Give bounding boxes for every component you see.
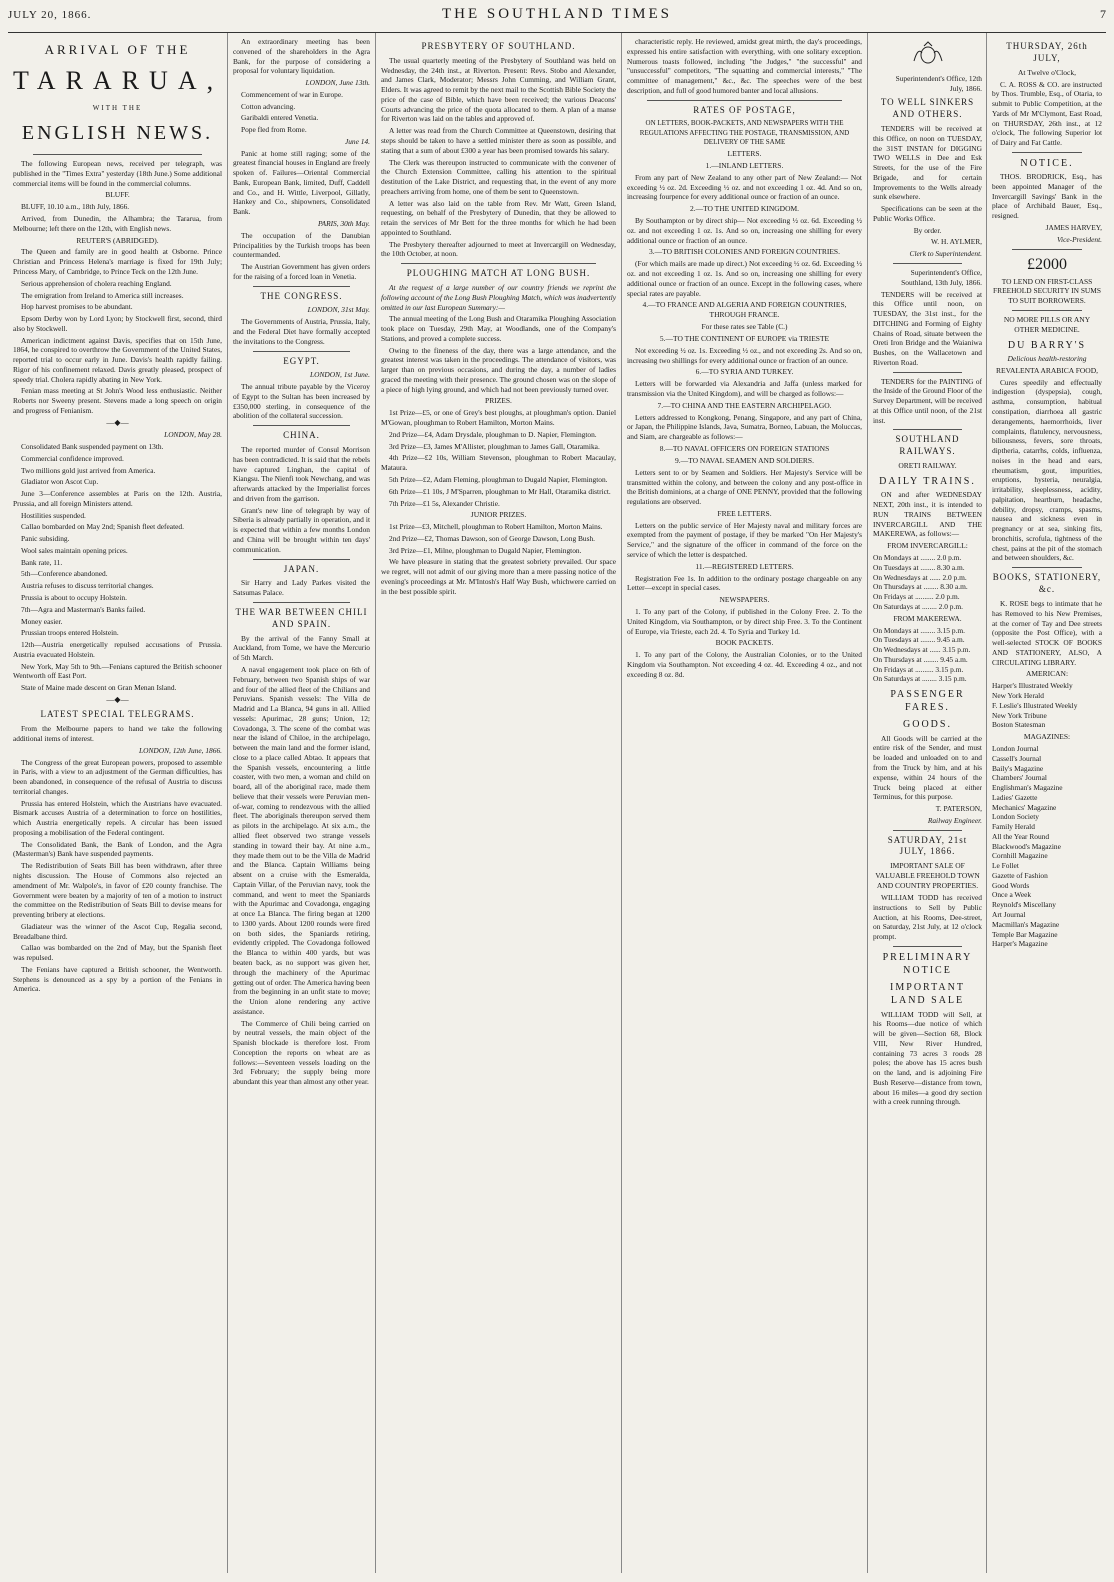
paragraph: K. ROSE begs to intimate that he has Removed to his New Premises, at the corner of Tay and Dee streets (opposite the Post Office), with a well-selected STOCK OF BOOKS AND STATIONERY, ALSO, A CIRCULATING LIBRARY. — [992, 599, 1102, 667]
column-1 — [8, 33, 228, 1573]
paragraph: State of Maine made descent on Gran Menan Island. — [21, 683, 177, 693]
subheading: 3.—TO BRITISH COLONIES AND FOREIGN COUNTRIES. — [649, 247, 840, 257]
timetable-row: On Fridays at .......... 2.0 p.m. — [873, 592, 960, 602]
paragraph: BLUFF, 10.10 a.m., 18th July, 1866. — [21, 202, 130, 212]
signature: W. H. AYLMER, — [931, 237, 982, 247]
heading-preliminary: PRELIMINARY NOTICE — [882, 951, 973, 976]
heading-japan: JAPAN. — [283, 563, 320, 574]
timetable-row: On Wednesdays at ...... 2.0 p.m. — [873, 572, 967, 582]
divider — [893, 263, 962, 264]
subheading: 11.—REGISTERED LETTERS. — [695, 561, 794, 571]
list-item: Englishman's Magazine — [992, 783, 1063, 793]
column-2 — [228, 33, 376, 1573]
heading-saturday: SATURDAY, 21st JULY, 1866. — [887, 834, 968, 857]
prize-item: 3rd Prize—£3, James M'Allister, ploughman to James Gall, Otaramika. — [389, 441, 600, 451]
heading-fares: PASSENGER FARES. — [890, 689, 965, 714]
paragraph: The annual meeting of the Long Bush and Otaramika Ploughing Association took place on Tuesday, 29th May, at Woodlands, one of the Company's Stations, and proved a complete success. — [381, 314, 616, 343]
subheading: REVALENTA ARABICA FOOD, — [996, 365, 1098, 375]
dateline: LONDON, 12th June, 1866. — [139, 745, 222, 755]
ornament-divider: —◆— — [106, 694, 129, 704]
heading-dubarry: DU BARRY'S — [1007, 339, 1087, 351]
list-item: Reynold's Miscellany — [992, 900, 1056, 910]
heading-china: CHINA. — [283, 430, 320, 441]
subheading: 1.—INLAND LETTERS. — [705, 161, 784, 171]
timetable-invercargill — [873, 553, 982, 612]
paragraph: Prussia has entered Holstein, which the Austrians have evacuated. Bismark accuses Austria of a determination to force on hostilities, which Austria energetically repels. A circular has been issued proposing a mobilisation of the Federal contingent. — [13, 798, 222, 837]
signature: T. PATERSON, — [935, 804, 982, 814]
paragraph: The Commerce of Chili being carried on by neutral vessels, the main object of the Spanish blockade is therefore lost. From Conception the reports on wheat are as follows:—Seventeen vessels loading on the 3rd February; the supply being more abundant this year than almost any other year. — [233, 1018, 370, 1087]
paragraph: Two millions gold just arrived from America. — [21, 465, 156, 475]
timetable-row: On Saturdays at ........ 3.15 p.m. — [873, 674, 967, 684]
subheading: ORETI RAILWAY. — [898, 461, 957, 471]
paragraph: (For which mails are made up direct.) Not exceeding ½ oz. 6d. Exceeding ½ oz. and not exceeding 1 oz. 1s. And so on, increasing one shilling for every additional ounce or fraction of an ounce. Except in the following cases, where special rates are payable. — [627, 259, 862, 298]
heading-postage: RATES OF POSTAGE, — [693, 104, 796, 115]
subheading: Delicious health-restoring — [1007, 353, 1087, 363]
heading-land-sale: IMPORTANT LAND SALE — [890, 982, 965, 1007]
subheading: 4.—TO FRANCE AND ALGERIA AND FOREIGN COUNTRIES, THROUGH FRANCE. — [642, 300, 847, 320]
paragraph: The Presbytery thereafter adjourned to meet at Invercargill on Wednesday, the 10th October, at noon. — [381, 239, 616, 259]
timetable-row: On Wednesdays at ...... 3.15 p.m. — [873, 645, 971, 655]
paragraph: By the arrival of the Fanny Small at Auckland, from Tome, we have the Mercurio of 5th March. — [233, 633, 370, 663]
paragraph: The reported murder of Consul Morrison has been contradicted. It is said that the rebels have captured Linghan, the capital of Kiangsu. The Nienfi took Newchang, and was afterwards attacked by the Imperialist forces and driven from the garrison. — [233, 445, 370, 503]
heading-latest: LATEST SPECIAL TELEGRAMS. — [40, 709, 195, 720]
list-item: Harper's Illustrated Weekly — [992, 681, 1073, 691]
timetable-makerewa — [873, 626, 982, 685]
lend-amount: £2000 — [1027, 255, 1067, 273]
list-item: Cassell's Journal — [992, 753, 1042, 763]
prize-item: 7th Prize—£1 5s, Alexander Christie. — [389, 498, 500, 508]
paragraph: Letters will be forwarded via Alexandria and Jaffa (unless marked for transmission via the United Kingdom), and will be charged as follows:— — [627, 379, 862, 399]
list-item: Good Words — [992, 880, 1030, 890]
paragraph: For these rates see Table (C.) — [701, 322, 788, 332]
subheading: FROM INVERCARGILL: — [887, 541, 968, 551]
subheading: REUTER'S (ABRIDGED). — [76, 235, 159, 245]
list-item: Cornhill Magazine — [992, 851, 1048, 861]
divider — [893, 372, 962, 373]
paragraph: The usual quarterly meeting of the Presbytery of Southland was held on Wednesday, the 24th inst., at Riverton. Present: Revs. Stobo and Alexander, and James Clark, Moderator; Messrs John Cumming, and William Grant, Elders. It was agreed to remit by the next mail to the Scottish Bible Society the price of the case of Bible, which have been received; the various Deacons' Courts advancing the price of the quota allocated to them. A plan of a manse for Riverton was laid on the tables and approved of. — [381, 55, 616, 124]
paragraph: Letters addressed to Kongkong, Penang, Singapore, and any part of China, or Japan, the Philippine Islands, Java, Sumatra, Borneo, Labuan, the Moluccas, and Siam, are chargeable as follows:— — [627, 412, 862, 442]
paragraph: 7th—Agra and Masterman's Banks failed. — [21, 604, 146, 614]
subheading: ON LETTERS, BOOK-PACKETS, AND NEWSPAPERS WITH THE REGULATIONS AFFECTING THE POSTAGE, TRANSMISSION, AND DELIVERY OF THE SAME — [639, 119, 850, 146]
list-item: Baily's Magazine — [992, 763, 1044, 773]
paragraph: A letter was also laid on the table from Rev. Mr Watt, Green Island, requesting, on behalf of the Presbytery of Dunedin, that they be allowed to retain the services of Mr Bett for the three months for which he had been appointed to Southland. — [381, 198, 616, 237]
paragraph: Arrived, from Dunedin, the Alhambra; the Tararua, from Melbourne; left there on the 12th, with English news. — [13, 214, 222, 233]
paragraph: Fenian mass meeting at St John's Wood less enthusiastic. Neither Roberts nor Sweeny present. Stevens made a long speech on origin and progress of Fenianism. — [13, 386, 222, 415]
subheading: NEWSPAPERS. — [719, 595, 770, 605]
subheading: FREE LETTERS. — [717, 508, 772, 518]
divider — [33, 154, 202, 155]
paragraph: Sir Harry and Lady Parkes visited the Satsumas Palace. — [233, 578, 370, 598]
paragraph: Owing to the fineness of the day, there was a large attendance, and the greatest interest was taken in the proceedings. The attendance of visitors, was larger than on previous occasions, and during the day, a number of ladies graced the meeting with their presence. The ground chosen was on the slope of a piece of high lying ground, and which had not been previously turned over. — [381, 345, 616, 394]
heading-congress: THE CONGRESS. — [260, 290, 343, 301]
by-order: By order. — [913, 225, 942, 235]
timetable-row: On Fridays at .......... 3.15 p.m. — [873, 664, 964, 674]
paragraph: The Fenians have captured a British schooner, the Wentworth. Stephens is denounced as a spy by a portion of the Fenians in America. — [13, 964, 222, 994]
paragraph: Serious apprehension of cholera reaching England. — [21, 278, 172, 288]
paragraph: Garibaldi entered Venetia. — [241, 113, 319, 123]
paragraph: Not exceeding ½ oz. 1s. Exceeding ½ oz., and not exceeding 2s. And so on, increasing two shillings for every additional ounce or fraction of an ounce. — [627, 345, 862, 365]
paragraph: By Southampton or by direct ship— Not exceeding ½ oz. 6d. Exceeding ½ oz. and not exceeding 1 oz. 1s. And so on, increasing one shilling for every additional ounce or fraction of an ounce. — [627, 216, 862, 245]
signature: JAMES HARVEY, — [1045, 223, 1102, 233]
paragraph: From any part of New Zealand to any other part of New Zealand:— Not exceeding ½ oz. 2d. Exceeding ½ oz. and not exceeding 1 oz. 4d. And so on, increasing fourpence for every additional ounce or fraction of an ounce. — [627, 172, 862, 202]
divider — [253, 425, 350, 426]
column-5a — [868, 33, 987, 1573]
list-item: Mechanics' Magazine — [992, 802, 1057, 812]
paragraph: The occupation of the Danubian Principalities by the Turkish troops has been countermanded. — [233, 230, 370, 260]
office-line: Superintendent's Office, Southland, 13th July, 1866. — [901, 268, 982, 287]
prize-item: 1st Prize—£5, or one of Grey's best ploughs, at ploughman's option. Daniel M'Gowan, ploughman to Robert Hamilton, Morton Mains. — [381, 408, 616, 428]
paragraph: Prussia is about to occupy Holstein. — [21, 592, 127, 602]
paragraph: All Goods will be carried at the entire risk of the Sender, and must be loaded and unloaded on to and from the Truck by him, and at his expense, within 24 hours of the Truck being placed at either Terminus, for this purpose. — [873, 733, 982, 802]
prize-item: 2nd Prize—£4, Adam Drysdale, ploughman to D. Napier, Flemington. — [389, 429, 597, 439]
heading-with: WITH THE — [92, 104, 143, 113]
list-item: F. Leslie's Illustrated Weekly — [992, 700, 1078, 710]
paragraph: The annual tribute payable by the Viceroy of Egypt to the Sultan has been increased by £350,000 sterling, in consequence of the abolition of the collateral succession. — [233, 382, 370, 421]
timetable-row: On Saturdays at ........ 2.0 p.m. — [873, 601, 963, 611]
subheading: 6.—TO SYRIA AND TURKEY. — [695, 367, 794, 377]
list-item: All the Year Round — [992, 831, 1050, 841]
paragraph: Cotton advancing. — [241, 101, 296, 111]
columns — [8, 33, 1106, 1573]
divider — [647, 100, 842, 101]
paragraph: A naval engagement took place on 6th of February, between two Spanish ships of war and four of the allied fleet of the Chilians and Peruvians. Spanish vessels: The Villa de Madrid and La Blanca, 94 guns in all. Allied vessels: Apurimac, 28 guns; Union, 12; Covadonga, 3. The scene of the combat was near the island of Chiloe, in the archipelago, between the main land and the former island, close to a place called Abtao. It appears that the Spanish vessels, encountering a little coaster, with two men, a woman and child on board, all of the aboriginal race, made them believe that their vessels were Peruvian men-of-war, coming to rendezvous with the allied fleet. The aboriginals thereupon served them as pilots in the archipelago. At six a.m., the allied fleet observed two strange vessels standing in toward their bay. At nine a.m., they made them out to be the Villa de Madrid and the Blanca. Captain Williams being absent on a cruise with the Esmeralda, Captain Villar, of the Peruvian navy, took the command, and went to meet the Spaniards with the Apurimac and Covadonga, engaging at once La Blanca. The firing began at 1200 to 1300 yards. About 1200 rounds were fired on both sides, the Spaniards retiring, evidently crippled. The Covadonga followed the Blanca to within 400 yards, but was beaten back, as no support was given her, through the machinery of the Apurimac getting out of order. The America having been from the beginning in an unfit state to move; the Union alone rendering any active assistance. — [233, 665, 370, 1016]
paragraph: 1. To any part of the Colony, the Australian Colonies, or to the United Kingdom via Southampton. Not exceeding 4 oz. 4d. Exceeding 4 oz., and not exceeding 8 oz. 8d. — [627, 650, 862, 679]
paragraph: Callao bombarded on May 2nd; Spanish fleet defeated. — [21, 522, 184, 532]
prize-item: 3rd Prize—£1, Milne, ploughman to Dugald Napier, Flemington. — [389, 545, 582, 555]
list-item: Boston Statesman — [992, 720, 1046, 730]
page-number: 7 — [1100, 7, 1106, 21]
heading-arrival: ARRIVAL OF THE — [44, 42, 191, 57]
paragraph: The following European news, received per telegraph, was published in the "Times Extra" yesterday (18th June.) Some additional commercial items will be found in the commercial columns. — [13, 159, 222, 188]
divider — [893, 946, 962, 947]
signature-title: Vice-President. — [1057, 234, 1102, 244]
list-item: Blackwood's Magazine — [992, 841, 1061, 851]
paragraph: THOS. BRODRICK, Esq., has been appointed Manager of the Invercargill Savings' Bank in the place of Archibald Bauer, Esq., resigned. — [992, 172, 1102, 221]
list-item: Gazette of Fashion — [992, 870, 1048, 880]
paragraph: Prussian troops entered Holstein. — [21, 628, 119, 638]
paragraph: Commencement of war in Europe. — [241, 89, 344, 99]
divider — [1012, 310, 1082, 311]
paragraph: C. A. ROSS & CO. are instructed by Thos. Trumble, Esq., of Otaria, to submit to Public Competition, at the Yards of Mr M'Clymont, East Road, on THURSDAY, 26th inst., at 12 o'clock, The following Superior lot of Dairy and Fat Cattle. — [992, 79, 1102, 148]
paragraph: TENDERS will be received at this Office, on noon on TUESDAY, the 31ST INSTAN for DIGGING TWO WELLS in Dee and Esk Streets, for the use of the Fire Brigade, and for certain Improvements to the Wells already sunk elsewhere. — [873, 124, 982, 202]
list-item: Temple Bar Magazine — [992, 929, 1058, 939]
heading-tararua: TARARUA, — [13, 66, 224, 96]
heading-egypt: EGYPT. — [283, 355, 320, 366]
divider — [253, 286, 350, 287]
heading-notice: NOTICE. — [1020, 158, 1074, 169]
divider — [893, 429, 962, 430]
timetable-row: On Thursdays at ........ 8.30 a.m. — [873, 582, 968, 592]
subheading: At Twelve o'Clock, — [1018, 67, 1076, 77]
paragraph: Wool sales maintain opening prices. — [21, 545, 128, 555]
list-item: Once a Week — [992, 890, 1032, 900]
paragraph: American indictment against Davis, specifies that on 15th June, 1864, he conspired to overthrow the Government of the United States, reported trial to occur early in June. Davis's health rapidly failing. Rigor of his confinement relaxed. Davis greatly pleased, prospect of speedy trial. Cholera rapidly abating in New York. — [13, 335, 222, 384]
prize-item: 5th Prize—£2, Adam Fleming, ploughman to Dugald Napier, Flemington. — [389, 474, 608, 484]
signature-title: Railway Engineer. — [927, 815, 982, 825]
heading-war: THE WAR BETWEEN CHILI AND SPAIN. — [235, 606, 368, 629]
paragraph: 1. To any part of the Colony, if published in the Colony Free. 2. To the United Kingdom, via Southampton, or by direct ship Free. 3. To the Continent of Europe, via Trieste, each 2d. 4. To Syria and Turkey 1d. — [627, 607, 862, 636]
column-4 — [622, 33, 868, 1573]
prize-item: 4th Prize—£2 10s, William Stevenson, ploughman to Robert Macaulay, Mataura. — [381, 453, 616, 473]
list-item: Chambers' Journal — [992, 773, 1047, 783]
list-item: Le Follet — [992, 861, 1019, 871]
paragraph: The Queen and family are in good health at Osborne. Prince Christian and Princess Helena's marriage is fixed for 19th July; Princess Mary, of Cambridge, to Prince Teck on the 12th June. — [13, 247, 222, 276]
paragraph: TO LEND ON FIRST-CLASS FREEHOLD SECURITY IN SUMS TO SUIT BORROWERS. — [993, 276, 1101, 306]
list-item: Macmillan's Magazine — [992, 919, 1060, 929]
prize-item: 2nd Prize—£2, Thomas Dawson, son of George Dawson, Long Bush. — [389, 533, 596, 543]
paragraph: Money easier. — [21, 616, 63, 626]
paragraph: TENDERS for the PAINTING of the Inside of the Ground Floor of the Survey Department, will be received at this Office until noon, of the 21st inst. — [873, 376, 982, 425]
dateline: LONDON, May 28. — [164, 430, 222, 440]
list-item: Ladies' Gazette — [992, 792, 1038, 802]
dateline: PARIS, 30th May. — [318, 219, 370, 229]
dateline: June 14. — [344, 136, 370, 146]
royal-crest-icon — [873, 41, 982, 70]
paragraph: Gladiator won Ascot Cup. — [21, 477, 99, 487]
subheading: PRIZES. — [485, 396, 512, 406]
column-5b — [987, 33, 1106, 1573]
paragraph: ON and after WEDNESDAY NEXT, 20th inst., it is intended to RUN TRAINS BETWEEN INVERCARGILL AND THE MAKEREWA, as follows:— — [873, 490, 982, 539]
dateline: LONDON, June 13th. — [305, 78, 370, 88]
heading-goods: GOODS. — [903, 719, 952, 731]
subheading: BOOK PACKETS. — [715, 638, 774, 648]
timetable-row: On Tuesdays at ........ 8.30 a.m. — [873, 562, 965, 572]
paragraph: 12th—Austria energetically repulsed accusations of Prussia. Austria evacuated Holstein. — [13, 640, 222, 659]
list-item: Art Journal — [992, 909, 1026, 919]
divider — [1012, 567, 1082, 568]
heading-thursday: THURSDAY, 26th JULY, — [1006, 41, 1088, 63]
dateline: LONDON, 1st June. — [310, 370, 370, 380]
paragraph: characteristic reply. He reviewed, amidst great mirth, the day's proceedings, expressed his entire satisfaction with everything, with one solitary exception. Numerous toasts followed, including "the Judges," "the successful" and "unsuccessful" competitors, "The squatting and commercial interests," "The committee of management," &c., &c. The speeches were of the best description, and full of good humored banter and local allusions. — [627, 37, 862, 95]
paragraph: Panic at home still raging; some of the greatest financial houses in England are freely spoken of. Failures—Oriental Commercial Bank, European Bank, limited, Duff, Caddell and Co., and H. Wittle, Liverpool, Gillatly, Hankey and Co., shipowners, Consolidated Bank. — [233, 148, 370, 217]
subheading: BLUFF. — [105, 190, 130, 200]
paragraph: The Austrian Government has given orders for the raising of a forced loan in Venetia. — [233, 262, 370, 281]
paragraph: Hop harvest promises to be abundant. — [21, 302, 133, 312]
paragraph: Pope fled from Rome. — [241, 125, 307, 135]
list-item: Family Herald — [992, 822, 1035, 832]
heading-railways: SOUTHLAND RAILWAYS. — [895, 434, 960, 457]
heading-books: BOOKS, STATIONERY, &c. — [992, 572, 1102, 595]
divider — [401, 263, 596, 264]
issue-date: JULY 20, 1866. — [8, 9, 92, 21]
subheading: MAGAZINES: — [1023, 732, 1071, 742]
timetable-row: On Mondays at ........ 3.15 p.m. — [873, 625, 965, 635]
subheading: IMPORTANT SALE OF VALUABLE FREEHOLD TOWN AND COUNTRY PROPERTIES. — [875, 861, 980, 891]
paragraph: Letters sent to or by Seamen and Soldiers. Her Majesty's Service will be transmitted within the colony, and between the colony and any post-office in the British dominions, at a charge of ONE PENNY, provided that the following regulations are observed. — [627, 467, 862, 507]
dateline: LONDON, 31st May. — [307, 305, 370, 315]
paragraph: WILLIAM TODD will Sell, at his Rooms—due notice of which will be given—Section 68, Block VIII, New River Hundred, containing 73 acres 3 roods 28 poles; the above has 15 acres bush on the land, and is adjoining Fire Bush Reserve—distance from town, about 16 miles—a good dry section with a creek running through. — [873, 1009, 982, 1107]
subheading: JUNIOR PRIZES. — [470, 510, 527, 520]
list-item: New York Herald — [992, 691, 1044, 701]
paragraph: The Governments of Austria, Prussia, Italy, and the Federal Diet have formally accepted the invitations to the Congress. — [233, 317, 370, 346]
paragraph: Bank rate, 11. — [21, 557, 63, 567]
paragraph: Epsom Derby won by Lord Lyon; by Stockwell first, second, third also by Stockwell. — [13, 314, 222, 333]
subheading: 8.—TO NAVAL OFFICERS ON FOREIGN STATIONS — [659, 443, 830, 453]
paragraph: The Redistribution of Seats Bill has been withdrawn, after three nights discussion. The House of Commons also rejected an amendment of Mr. Walpole's, in favor of £20 county franchise. The Government were beaten by a majority of ten of a motion to instruct the committee on the Redistribution of Seats Bill to devise means for preventing bribery at elections. — [13, 861, 222, 920]
timetable-row: On Mondays at ........ 2.0 p.m. — [873, 553, 962, 563]
list-item: Harper's Magazine — [992, 939, 1048, 949]
paragraph: New York, May 5th to 9th.—Fenians captured the British schooner Wentworth off East Port. — [13, 661, 222, 681]
paragraph: We have pleasure in stating that the greatest sobriety prevailed. Our space we regret, will not admit of our giving more than a mere passing notice of the evening's proceedings at Mr. M'Intosh's Half Way Bush, whichwere carried on in the best possible spirit. — [381, 557, 616, 596]
column-5 — [868, 33, 1106, 1573]
paragraph: Callao was bombarded on the 2nd of May, but the Spanish fleet was repulsed. — [13, 943, 222, 963]
divider — [893, 830, 962, 831]
subheading: 2.—TO THE UNITED KINGDOM. — [689, 204, 800, 214]
subheading: 9.—TO NAVAL SEAMEN AND SOLDIERS. — [675, 455, 814, 465]
subheading: LETTERS. — [727, 149, 762, 159]
divider — [253, 602, 350, 603]
paragraph: Austria refuses to discuss territorial changes. — [21, 581, 154, 591]
paragraph: Registration Fee 1s. In addition to the ordinary postage chargeable on any Letter—except in special cases. — [627, 573, 862, 593]
paragraph: The Consolidated Bank, the Bank of London, and the Agra (Masterman's) Bank have suspended payments. — [13, 839, 222, 859]
masthead — [8, 6, 1106, 33]
list-item: London Society — [992, 812, 1040, 822]
paragraph: Gladiateur was the winner of the Ascot Cup, Regalia second, Breadalbane third. — [13, 921, 222, 941]
heading-daily-trains: DAILY TRAINS. — [879, 476, 976, 488]
heading-well-sinkers: TO WELL SINKERS AND OTHERS. — [880, 97, 975, 120]
divider — [253, 351, 350, 352]
paragraph: Grant's new line of telegraph by way of Siberia is already partially in operation, and it is expected that within a few months London and China will be brought within ten days' communication. — [233, 505, 370, 554]
subheading: 7.—TO CHINA AND THE EASTERN ARCHIPELAGO. — [657, 400, 832, 410]
heading-ploughing: PLOUGHING MATCH AT LONG BUSH. — [406, 268, 591, 279]
paper-title: THE SOUTHLAND TIMES — [441, 6, 673, 22]
ornament-divider: —◆— — [106, 417, 129, 427]
prize-item: 1st Prize—£3, Mitchell, ploughman to Robert Hamilton, Morton Mains. — [389, 522, 603, 532]
divider — [1012, 249, 1082, 250]
paragraph: Cures speedily and effectually indigestion (dyspepsia), cough, asthma, consumption, habitual constipation, diarrhoea all gastric derangements, haemorrhoids, liver complaints, flatulency, nervousness, biliousness, fevers, sore throats, diptheria, catarrhs, colds, influenza, noises in the head and ears, rheumatism, gout, impurities, eruptions, hysteria, neuralgia, irritability, sleeplessness, acidity, palpitation, heartburn, headache, debility, dropsy, cramps, spasms, nausea and sickness even in pregnancy or at sea, sinking fits, bronchitis, scrofula, tightness of the chest, pains at the pit of the stomach and between shoulders, &c. — [992, 377, 1102, 563]
paragraph: A letter was read from the Church Committee at Queenstown, desiring that steps should be taken to have a settled minister there as soon as possible, and stating that a sum of about £300 a year has been promised towards his salary. — [381, 126, 616, 155]
paragraph: WILLIAM TODD has received instructions to Sell by Public Auction, at his Rooms, Dee-street, on Saturday, 21st July, at 12 o'clock prompt. — [873, 892, 982, 942]
column-3 — [376, 33, 622, 1573]
paragraph: TENDERS will be received at this Office until noon, on TUESDAY, the 31st inst., for the DITCHING and Forming of Eighty Chains of Road, situate between the Oreti Iron Bridge and the Waianiwa Bushes, on the Wallacetown and Riverton Road. — [873, 289, 982, 367]
heading-english-news: ENGLISH NEWS. — [21, 121, 214, 144]
paragraph: The emigration from Ireland to America still increases. — [21, 290, 184, 300]
paragraph: Hostilities suspended. — [21, 510, 86, 520]
signature-title: Clerk to Superintendent. — [909, 249, 982, 259]
subheading: 5.—TO THE CONTINENT OF EUROPE via TRIESTE — [659, 333, 830, 343]
paragraph: At the request of a large number of our country friends we reprint the following account of the Long Bush Ploughing Match, which was inadvertently omitted in our last European Summary:— — [381, 283, 616, 312]
divider — [253, 559, 350, 560]
list-item: London Journal — [992, 743, 1039, 753]
heading-presbytery: PRESBYTERY OF SOUTHLAND. — [421, 41, 576, 51]
paragraph: Consolidated Bank suspended payment on 13th. — [21, 442, 164, 452]
magazine-list — [992, 744, 1102, 949]
paragraph: The Congress of the great European powers, proposed to assemble in Paris, with a view to an adjustment of the German difficulties, has been abandoned, in consequence of the refusal of Austria to discuss territorial changes. — [13, 757, 222, 796]
subheading: AMERICAN: — [1025, 669, 1069, 679]
paragraph: An extraordinary meeting has been convened of the shareholders in the Agra Bank, for the purpose of considering a proposal for voluntary liquidation. — [233, 37, 370, 76]
office-line: Superintendent's Office, 12th July, 1866. — [895, 73, 982, 93]
subheading: FROM MAKEREWA. — [893, 613, 962, 623]
timetable-row: On Thursdays at ........ 9.45 a.m. — [873, 654, 968, 664]
divider — [1012, 152, 1082, 153]
paragraph: Specifications can be seen at the Public Works Office. — [873, 204, 982, 223]
list-item: New York Tribune — [992, 710, 1047, 720]
timetable-row: On Tuesdays at ........ 9.45 a.m. — [873, 635, 965, 645]
paragraph: 5th—Conference abandoned. — [21, 569, 108, 579]
prize-item: 6th Prize—£1 10s, J M'Sparren, ploughman to Mr Hall, Otaramika district. — [389, 486, 611, 496]
paragraph: From the Melbourne papers to hand we take the following additional items of interest. — [13, 724, 222, 744]
american-list — [992, 681, 1102, 730]
paragraph: Commercial confidence improved. — [21, 453, 124, 463]
paragraph: Panic subsiding. — [21, 534, 70, 544]
paragraph: The Clerk was thereupon instructed to communicate with the convener of the Church Extension Committee, calling his attention to the spiritual destitution of the Lake District, and requesting that, in the event of any more preachers arriving from home, one of them be sent to Queenstown. — [381, 157, 616, 196]
subheading: NO MORE PILLS OR ANY OTHER MEDICINE. — [1003, 314, 1091, 334]
paragraph: June 3—Conference assembles at Paris on the 12th. Austria, Prussia, and all foreign Ministers attend. — [13, 489, 222, 508]
paragraph: Letters on the public service of Her Majesty naval and military forces are exempted from the payment of postage, if they be marked "On Her Majesty's Service," and the signature of the officer in command of the force on the service of which the letter is despatched. — [627, 520, 862, 559]
